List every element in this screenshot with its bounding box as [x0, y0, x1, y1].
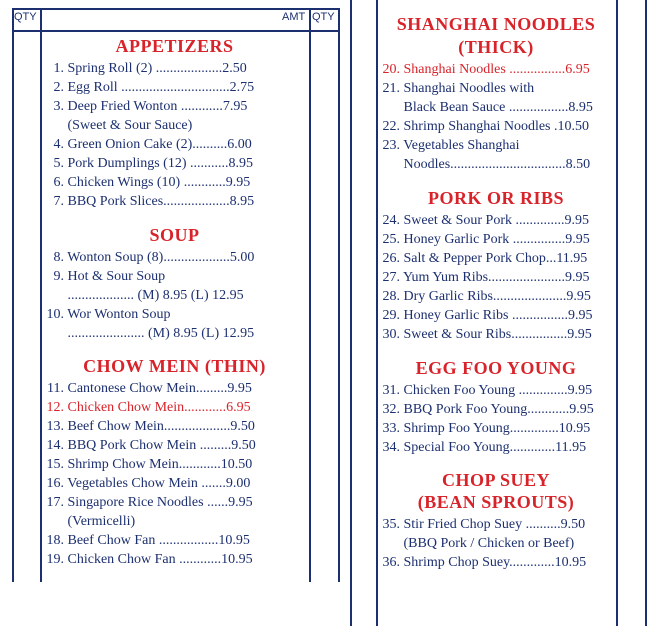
menu-item: (Vermicelli) — [67, 514, 136, 529]
menu-item: 34. Special Foo Young.............11.95 — [382, 440, 587, 455]
menu-item: 24. Sweet & Sour Pork ..............9.95 — [382, 213, 589, 228]
header-rule-left — [12, 30, 338, 32]
section-chop-suey-subtitle: (BEAN SPROUTS) — [417, 492, 575, 512]
col-divider-8 — [645, 0, 647, 626]
menu-item: 25. Honey Garlic Pork ...............9.95 — [382, 232, 590, 247]
menu-item: 16. Vegetables Chow Mein .......9.00 — [46, 476, 251, 491]
menu-item-highlighted: 12. Chicken Chow Mein............6.95 — [46, 400, 251, 415]
qty-header-mid: QTY — [312, 11, 335, 23]
menu-item: 22. Shrimp Shanghai Noodles .10.50 — [382, 119, 589, 134]
menu-item: 26. Salt & Pepper Pork Chop...11.95 — [382, 251, 588, 266]
menu-item: 8. Wonton Soup (8)...................5.00 — [53, 250, 255, 265]
menu-item: 31. Chicken Foo Young ..............9.95 — [382, 383, 593, 398]
menu-item-highlighted: 20. Shanghai Noodles ................6.95 — [382, 62, 590, 77]
top-rule-left — [12, 8, 338, 10]
menu-item: 1. Spring Roll (2) ...................2.50 — [53, 61, 247, 76]
menu-item: (BBQ Pork / Chicken or Beef) — [403, 536, 575, 551]
menu-item: 23. Vegetables Shanghai — [382, 138, 520, 153]
menu-item: 5. Pork Dumplings (12) ...........8.95 — [53, 156, 253, 171]
menu-item: 10. Wor Wonton Soup — [46, 307, 171, 322]
menu-item: 15. Shrimp Chow Mein............10.50 — [46, 457, 253, 472]
col-divider-7 — [616, 0, 618, 626]
menu-item: 9. Hot & Sour Soup — [53, 269, 166, 284]
section-chow-mein-title: CHOW MEIN (THIN) — [83, 356, 266, 376]
col-divider-3 — [309, 8, 311, 582]
menu-item: 27. Yum Yum Ribs......................9.95 — [382, 270, 590, 285]
menu-item: 4. Green Onion Cake (2)..........6.00 — [53, 137, 252, 152]
menu-item: 36. Shrimp Chop Suey.............10.95 — [382, 555, 587, 570]
amt-header: AMT — [282, 11, 306, 23]
col-divider-4 — [338, 8, 340, 582]
menu-item: 32. BBQ Pork Foo Young............9.95 — [382, 402, 594, 417]
section-pork-ribs-title: PORK OR RIBS — [427, 188, 565, 208]
col-divider-6 — [376, 0, 378, 626]
menu-item: 33. Shrimp Foo Young..............10.95 — [382, 421, 591, 436]
menu-item: 7. BBQ Pork Slices...................8.95 — [53, 194, 255, 209]
menu-item: Noodles.................................8.50 — [403, 157, 591, 172]
menu-item: 35. Stir Fried Chop Suey ..........9.50 — [382, 517, 586, 532]
qty-header-left: QTY — [14, 11, 37, 23]
menu-item: 30. Sweet & Sour Ribs................9.95 — [382, 327, 592, 342]
menu-item: 2. Egg Roll ...............................2.75 — [53, 80, 255, 95]
menu-item: 3. Deep Fried Wonton ............7.95 — [53, 99, 248, 114]
section-egg-foo-young-title: EGG FOO YOUNG — [415, 358, 577, 378]
col-divider-5 — [350, 0, 352, 626]
menu-item: 19. Chicken Chow Fan ............10.95 — [46, 552, 253, 567]
menu-item: Black Bean Sauce .................8.95 — [403, 100, 593, 115]
menu-item: 18. Beef Chow Fan .................10.95 — [46, 533, 250, 548]
menu-item: 17. Singapore Rice Noodles ......9.95 — [46, 495, 253, 510]
menu-item: 21. Shanghai Noodles with — [382, 81, 535, 96]
section-soup-title: SOUP — [149, 225, 200, 245]
menu-item: 6. Chicken Wings (10) ............9.95 — [53, 175, 251, 190]
col-divider-2 — [40, 8, 42, 582]
menu-item: (Sweet & Sour Sauce) — [67, 118, 193, 133]
menu-item: ...................... (M) 8.95 (L) 12.95 — [67, 326, 255, 341]
menu-item: 14. BBQ Pork Chow Mein .........9.50 — [46, 438, 256, 453]
menu-item: 29. Honey Garlic Ribs ................9.95 — [382, 308, 593, 323]
section-shanghai-noodles-title: SHANGHAI NOODLES — [396, 14, 596, 34]
menu-item: 28. Dry Garlic Ribs.....................9.95 — [382, 289, 591, 304]
menu-item: 11. Cantonese Chow Mein.........9.95 — [47, 381, 252, 396]
section-chop-suey-title: CHOP SUEY — [441, 470, 551, 490]
col-divider-1 — [12, 8, 14, 582]
section-shanghai-noodles-subtitle: (THICK) — [458, 37, 534, 57]
menu-item: 13. Beef Chow Mein...................9.50 — [46, 419, 255, 434]
section-appetizers-title: APPETIZERS — [115, 36, 234, 56]
menu-item: ................... (M) 8.95 (L) 12.95 — [67, 288, 244, 303]
